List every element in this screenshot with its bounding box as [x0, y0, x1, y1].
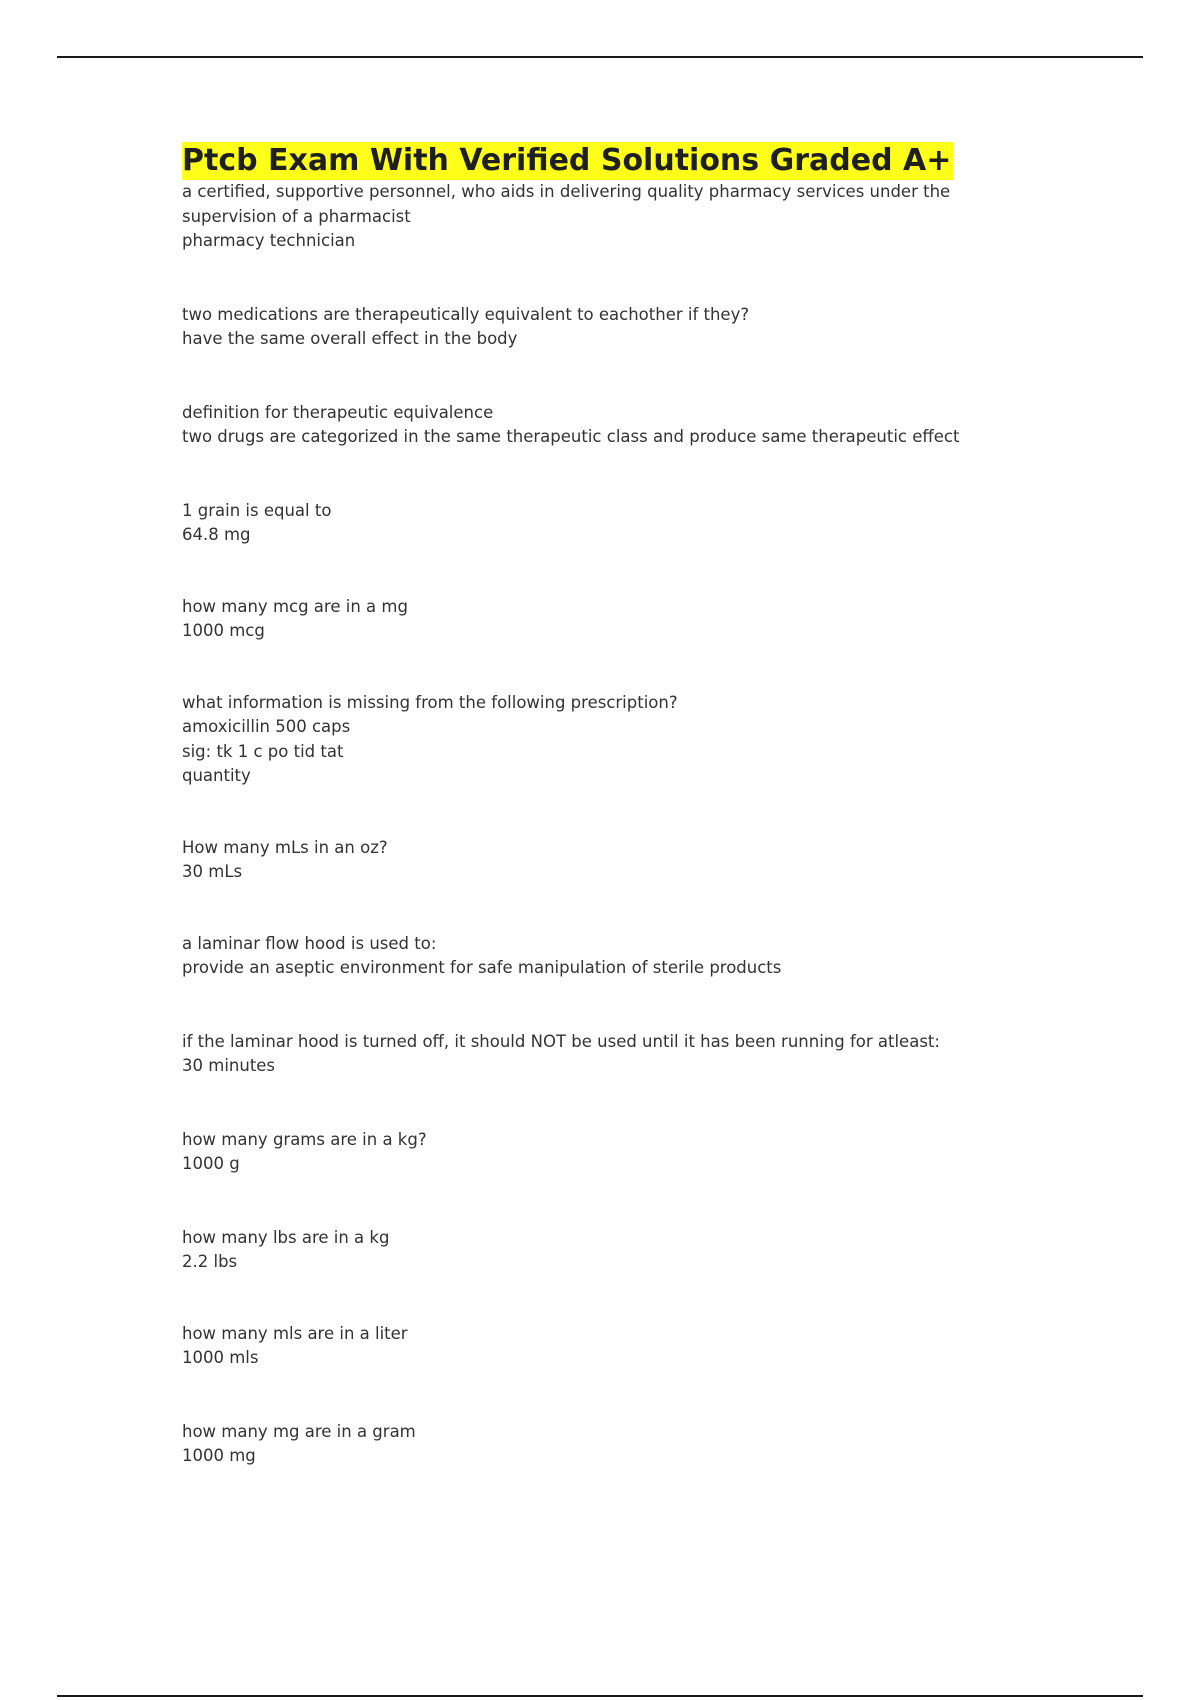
question-text: how many lbs are in a kg [182, 1227, 390, 1247]
footer-rule [57, 1695, 1143, 1697]
qa-item [182, 1128, 1082, 1177]
question-text: a certified, supportive personnel, who aids in delivering quality pharmacy services under the [182, 182, 951, 201]
qa-item [182, 401, 1082, 450]
question-text: amoxicillin 500 caps [182, 717, 351, 736]
question-text: two medications are therapeutically equivalent to eachother if they? [182, 304, 750, 324]
answer-text: 1000 mls [182, 1348, 259, 1367]
answer-text: 2.2 lbs [182, 1252, 238, 1271]
qa-item [182, 932, 1082, 981]
qa-item [182, 180, 1082, 254]
document-body [182, 142, 1082, 1469]
question-text: how many mcg are in a mg [182, 596, 408, 616]
qa-item [182, 691, 1082, 789]
answer-text: 1000 mg [182, 1446, 256, 1465]
qa-item [182, 499, 1082, 548]
question-text: how many grams are in a kg? [182, 1129, 427, 1149]
question-text: a laminar flow hood is used to: [182, 933, 437, 953]
question-text: sig: tk 1 c po tid tat [182, 741, 344, 761]
question-text: How many mLs in an oz? [182, 837, 388, 857]
answer-text: pharmacy technician [182, 231, 356, 250]
question-text: if the laminar hood is turned off, it should NOT be used until it has been running for atleast: [182, 1031, 940, 1051]
qa-item [182, 1322, 1082, 1371]
qa-item [182, 595, 1082, 644]
answer-text: 64.8 mg [182, 525, 251, 544]
answer-text: 1000 mcg [182, 621, 265, 640]
document-title: Ptcb Exam With Verified Solutions Graded A+ [182, 143, 952, 178]
answer-text: have the same overall effect in the body [182, 329, 518, 348]
qa-item [182, 1226, 1082, 1275]
answer-text: provide an aseptic environment for safe manipulation of sterile products [182, 958, 782, 977]
question-text: how many mg are in a gram [182, 1421, 416, 1441]
qa-item [182, 303, 1082, 352]
qa-list [182, 180, 1082, 1469]
question-text: 1 grain is equal to [182, 500, 332, 520]
answer-text: 1000 g [182, 1154, 240, 1173]
header-rule [57, 56, 1143, 58]
answer-text: quantity [182, 766, 251, 785]
question-text: definition for therapeutic equivalence [182, 402, 494, 422]
qa-item [182, 1030, 1082, 1079]
answer-text: 30 mLs [182, 862, 243, 881]
question-text: how many mls are in a liter [182, 1323, 408, 1343]
question-text: supervision of a pharmacist [182, 206, 411, 226]
answer-text: two drugs are categorized in the same therapeutic class and produce same therapeutic effect [182, 427, 960, 446]
question-text: what information is missing from the following prescription? [182, 692, 678, 712]
answer-text: 30 minutes [182, 1056, 276, 1075]
qa-item [182, 1420, 1082, 1469]
qa-item [182, 836, 1082, 885]
